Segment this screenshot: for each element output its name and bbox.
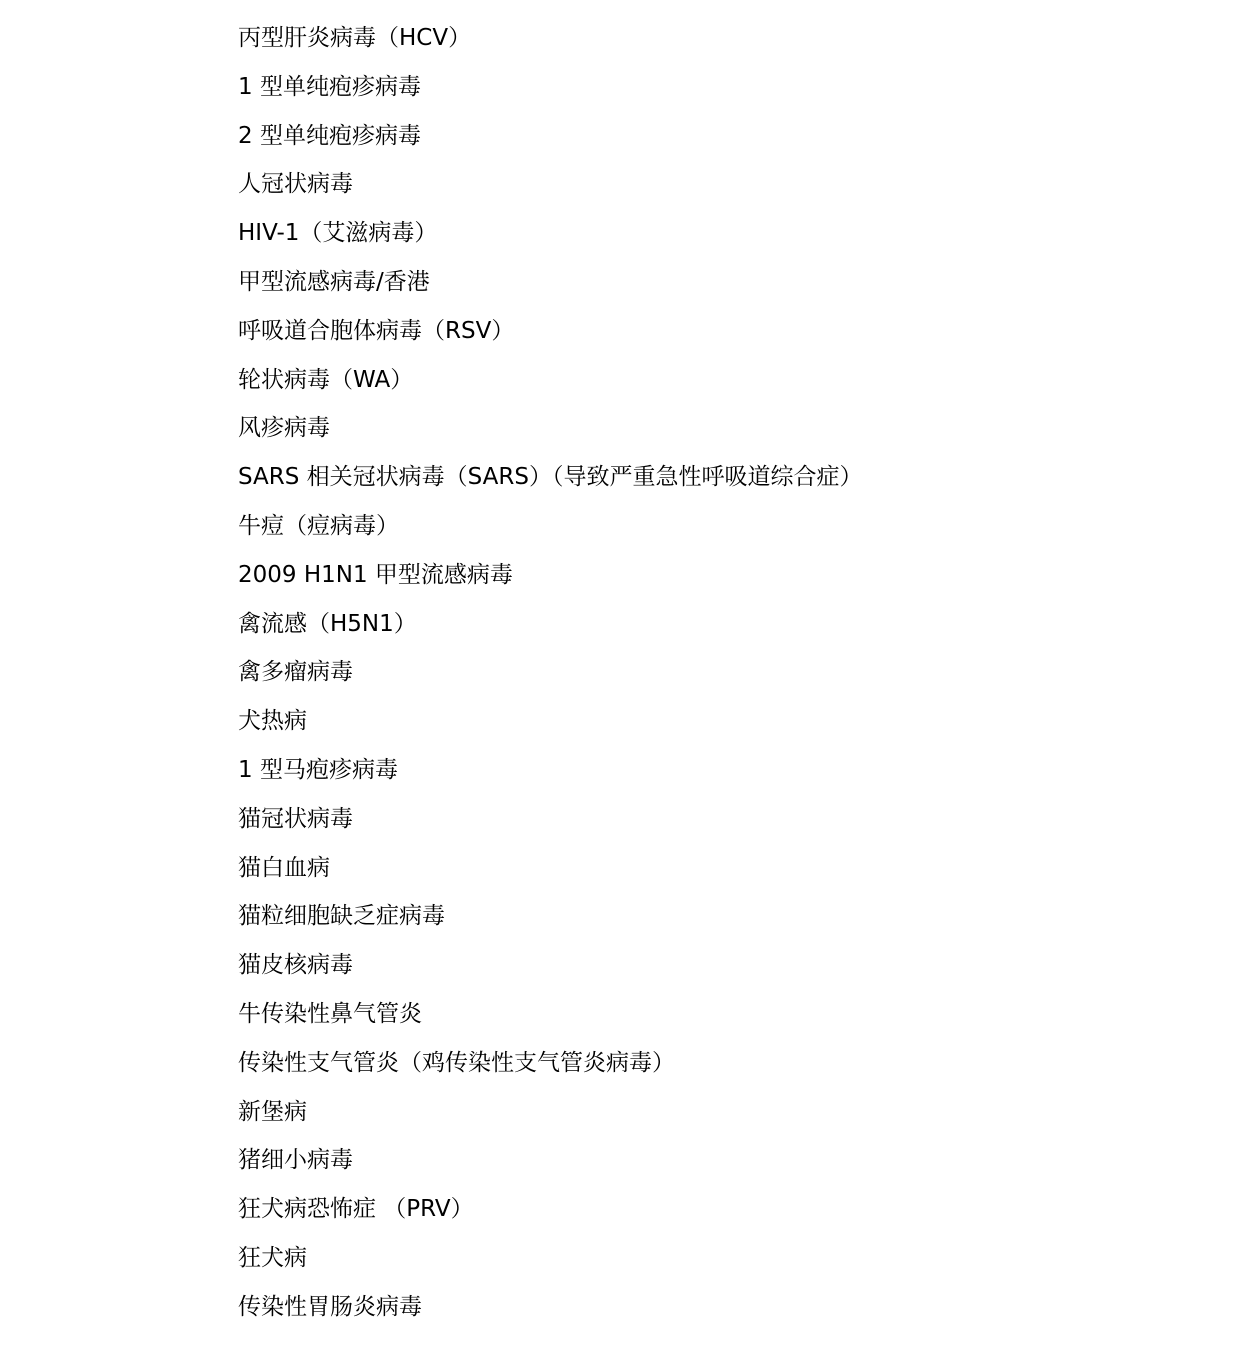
list-item: HIV-1（艾滋病毒） (238, 220, 438, 247)
virus-list (238, 14, 1198, 1332)
list-item: 呼吸道合胞体病毒（RSV） (238, 317, 515, 344)
list-item: 2009 H1N1 甲型流感病毒 (238, 561, 513, 588)
list-item: 猪细小病毒 (238, 1147, 353, 1174)
list-item: 牛痘（痘病毒） (238, 512, 399, 539)
list-item: 轮状病毒（WA） (238, 366, 414, 393)
list-item: 猫皮核病毒 (238, 952, 353, 979)
list-item: 狂犬病 (238, 1244, 307, 1271)
list-item: 狂犬病恐怖症 （PRV） (238, 1196, 474, 1223)
list-item: 犬热病 (238, 708, 307, 735)
list-item: 牛传染性鼻气管炎 (238, 1000, 422, 1027)
list-item: 传染性支气管炎（鸡传染性支气管炎病毒） (238, 1049, 675, 1076)
list-item: 甲型流感病毒/香港 (238, 268, 430, 295)
list-item: 1 型马疱疹病毒 (238, 756, 398, 783)
list-item: 2 型单纯疱疹病毒 (238, 122, 421, 149)
list-item: 丙型肝炎病毒（HCV） (238, 25, 472, 51)
list-item: 禽多瘤病毒 (238, 659, 353, 686)
list-item: 人冠状病毒 (238, 171, 353, 198)
list-item: 风疹病毒 (238, 415, 330, 442)
list-item: 新堡病 (238, 1098, 307, 1125)
list-item: 禽流感（H5N1） (238, 610, 417, 637)
list-item: 猫白血病 (238, 854, 330, 881)
list-item: SARS 相关冠状病毒（SARS）（导致严重急性呼吸道综合症） (238, 464, 863, 491)
list-item: 猫粒细胞缺乏症病毒 (238, 903, 445, 930)
list-item: 猫冠状病毒 (238, 805, 353, 832)
list-item: 传染性胃肠炎病毒 (238, 1293, 422, 1320)
list-item: 1 型单纯疱疹病毒 (238, 73, 421, 100)
